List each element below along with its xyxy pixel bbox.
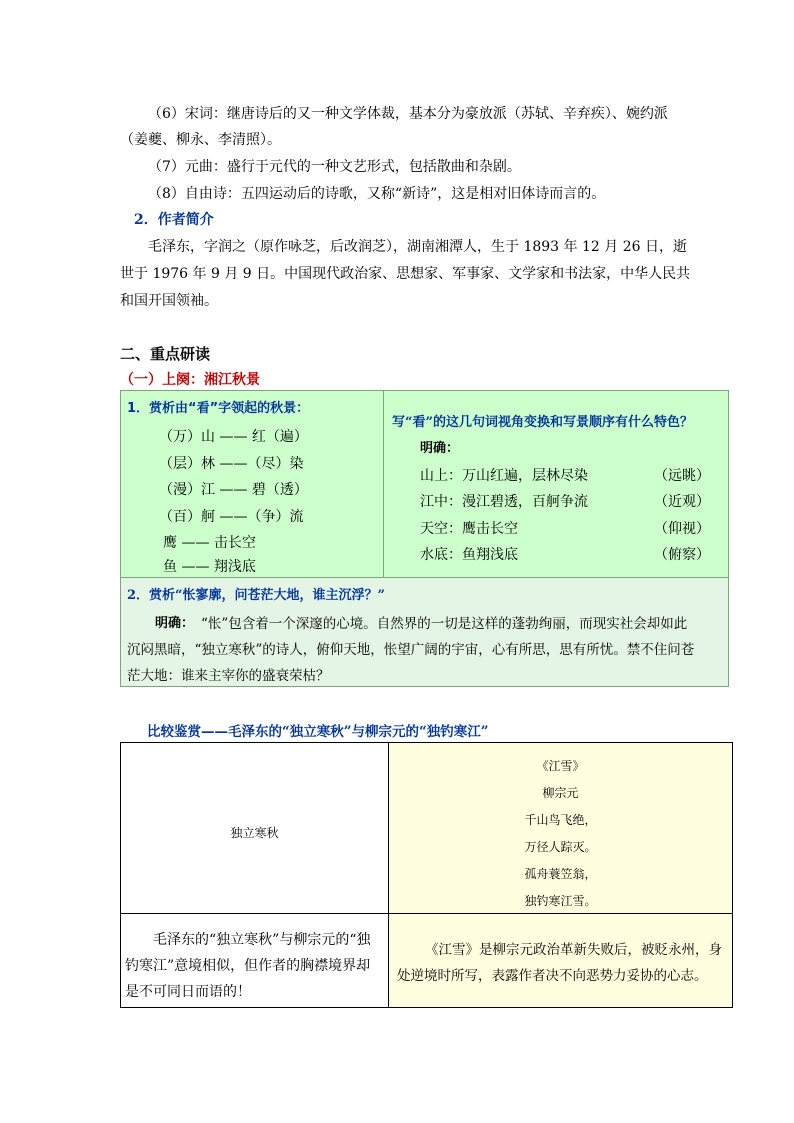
q2-line: “怅”包含着一个深邃的心境。自然界的一切是这样的蓬勃绚丽，而现实社会却如此: [201, 616, 688, 632]
left-heading: 1．赏析由“看”字领起的秋景：: [127, 401, 310, 416]
analysis-row-2: [121, 578, 728, 686]
section-title: 二、重点研读: [120, 345, 211, 363]
poem-line: 孤舟蓑笠翁，: [524, 867, 597, 881]
right-row-tag: （俯察）: [654, 547, 710, 563]
left-line: （层）林 ——（尽）染: [159, 456, 304, 472]
right-row-tag: （仰视）: [654, 521, 710, 537]
q2-line: 茫大地：谁来主宰你的盛衰荣枯？: [127, 668, 330, 684]
compare-left-line: 毛泽东的“独立寒秋”与柳宗元的“独: [153, 932, 371, 948]
poem-note-line: 处逆境时所写，表露作者决不向恶势力妥协的心志。: [397, 968, 708, 984]
analysis-table: [120, 390, 729, 687]
author-line: 和国开国领袖。: [120, 293, 218, 309]
poem-author: 柳宗元: [542, 786, 579, 800]
poem-line: 独钓寒江雪。: [524, 894, 597, 908]
item-yuan-qu: （7）元曲：盛行于元代的一种文艺形式，包括散曲和杂剧。: [148, 159, 521, 175]
right-question: 写“看”的这几句词视角变换和写景顺序有什么特色？: [392, 415, 693, 430]
author-line: 毛泽东，字润之（原作咏芝，后改润芝），湖南湘潭人，生于 1893 年 12 月 26 日，逝: [148, 239, 687, 255]
left-line: 鱼 —— 翔浅底: [163, 559, 256, 575]
left-line: （漫）江 —— 碧（透）: [159, 482, 308, 498]
poem-note-line: 《江雪》是柳宗元政治革新失败后，被贬永州，身: [425, 942, 722, 958]
right-row-text: 天空：鹰击长空: [420, 521, 518, 537]
poem-note-cell: [389, 914, 732, 1007]
section-subtitle: （一）上阕：湘江秋景: [120, 372, 260, 388]
analysis-left-cell: [121, 391, 383, 577]
compare-left-line: 钓寒江”意境相似，但作者的胸襟境界却: [125, 958, 371, 974]
analysis-right-cell: [384, 391, 728, 577]
compare-title: 比较鉴赏——毛泽东的“独立寒秋”与柳宗元的“独钓寒江”: [147, 724, 489, 740]
q2-line: 沉闷黑暗，“独立寒秋”的诗人，俯仰天地，怅望广阔的宇宙，心有所思，思有所忧。禁不住问苍: [127, 642, 695, 658]
left-line: （万）山 —— 红（遍）: [159, 429, 308, 445]
left-line: （百）舸 ——（争）流: [159, 509, 304, 525]
poem-title: 《江雪》: [536, 759, 585, 773]
poem-cell: [389, 743, 732, 913]
item-song-ci-line2: （姜夔、柳永、李清照）。: [120, 132, 281, 148]
item-free-verse: （8）自由诗：五四运动后的诗歌，又称“新诗”，这是相对旧体诗而言的。: [148, 186, 606, 202]
right-row-text: 江中：漫江碧透，百舸争流: [420, 494, 588, 510]
right-row-tag: （远眺）: [654, 468, 710, 484]
right-row-text: 水底：鱼翔浅底: [420, 547, 518, 563]
item-song-ci-line1: （6）宋词：继唐诗后的又一种文学体裁，基本分为豪放派（苏轼、辛弃疾）、婉约派: [148, 106, 668, 122]
poem-line: 万径人踪灭。: [524, 840, 597, 854]
q2-heading: 2．赏析“怅寥廓，问苍茫大地，谁主沉浮？”: [127, 588, 386, 603]
left-line: 鹰 —— 击长空: [163, 535, 256, 551]
compare-table: [120, 742, 733, 1008]
compare-left-line: 是不可同日而语的！: [125, 984, 251, 1000]
right-row-text: 山上：万山红遍，层林尽染: [420, 468, 588, 484]
left-top-label: 独立寒秋: [230, 826, 279, 840]
right-row-tag: （近观）: [654, 494, 710, 510]
author-line: 世于 1976 年 9 月 9 日。中国现代政治家、思想家、军事家、文学家和书法家，中华人民共: [120, 266, 691, 282]
right-answer-label: 明确：: [420, 441, 460, 456]
q2-label: 明确：: [155, 616, 195, 631]
author-heading: 2．作者简介: [134, 212, 214, 228]
poem-line: 千山鸟飞绝，: [524, 813, 597, 827]
